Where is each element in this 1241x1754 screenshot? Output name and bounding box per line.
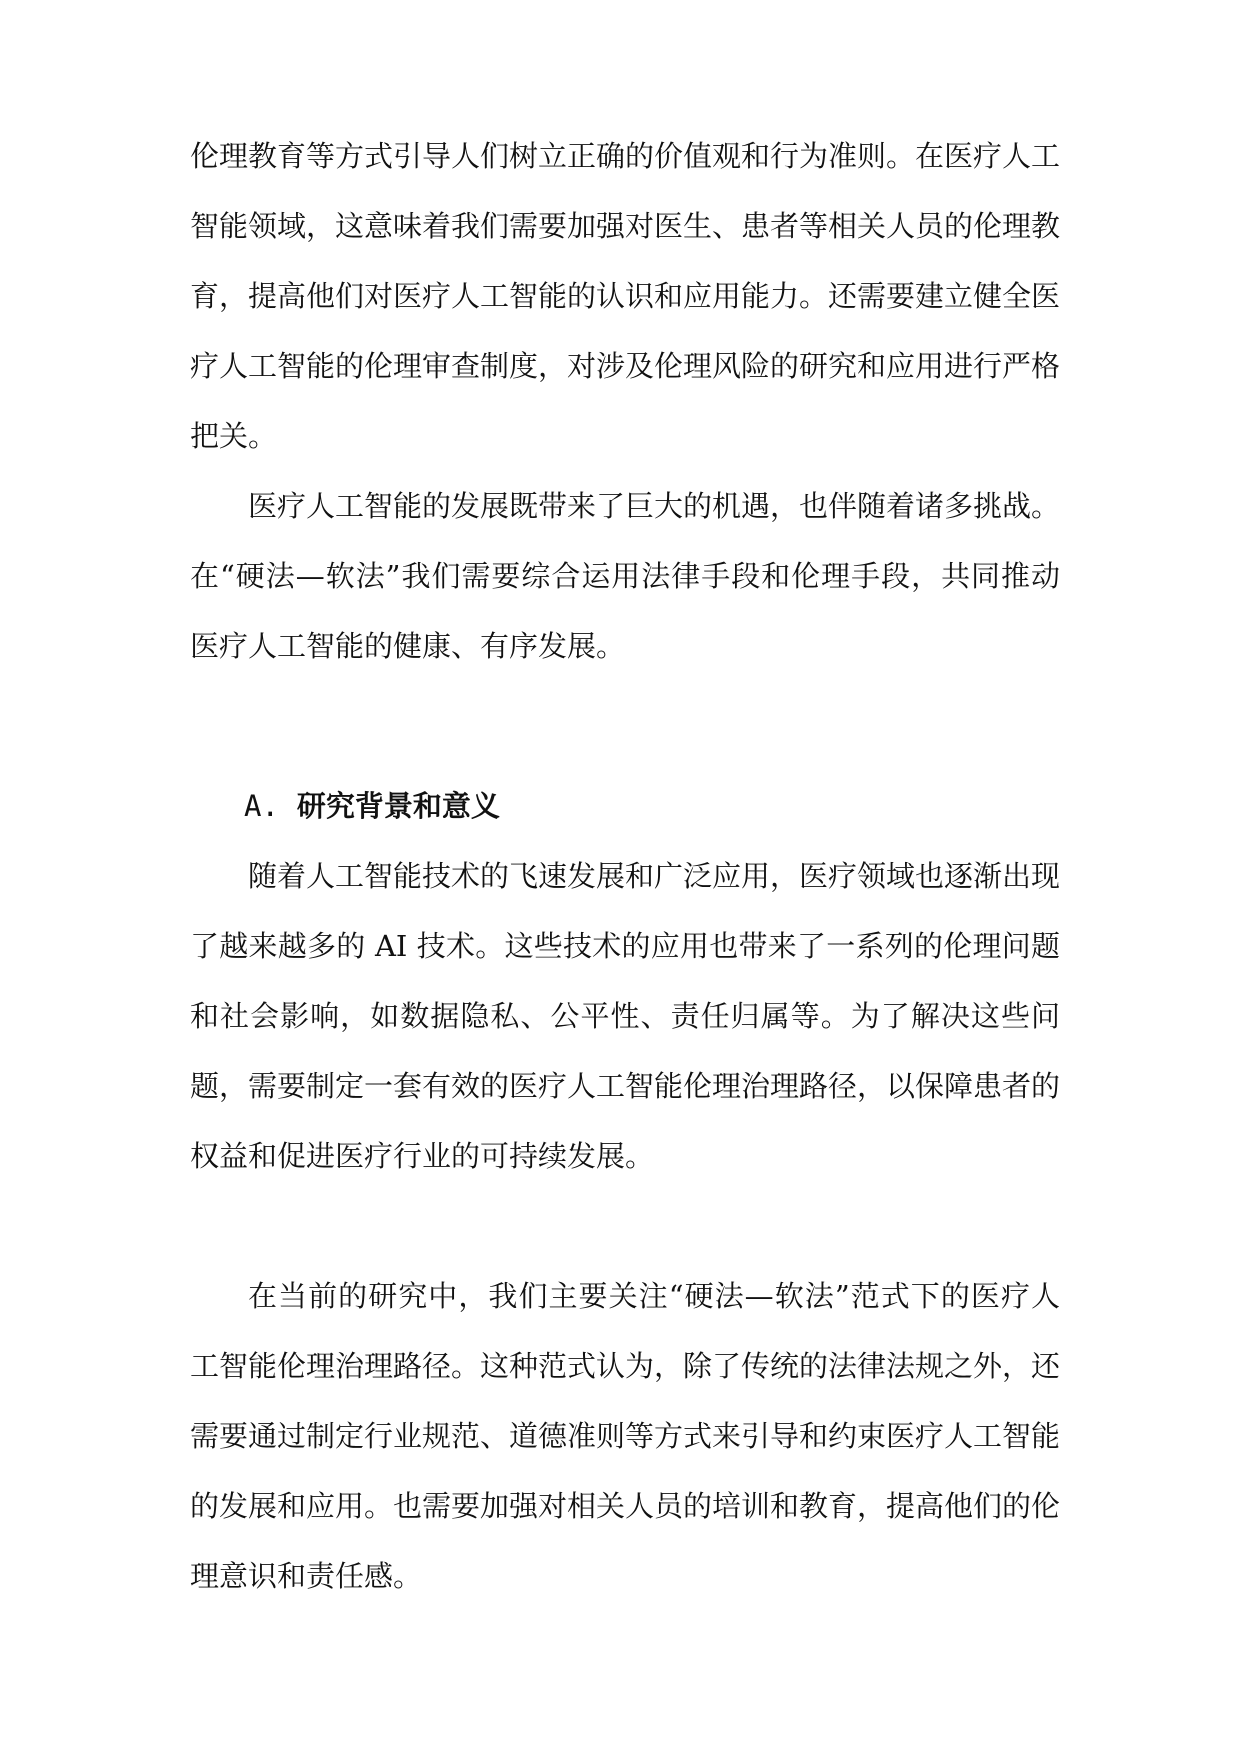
paragraph-research-focus: 在当前的研究中，我们主要关注“硬法—软法”范式下的医疗人工智能伦理治理路径。这种范式认为，除了传统的法律法规之外，还需要通过制定行业规范、道德准则等方式来引导和约束医疗人工智能的发展和应用。也需要加强对相关人员的培训和教育，提高他们的伦理意识和责任感。 — [190, 1279, 1061, 1593]
section-heading — [244, 771, 500, 841]
paragraph-background: 随着人工智能技术的飞速发展和广泛应用，医疗领域也逐渐出现了越来越多的 AI 技术。这些技术的应用也带来了一系列的伦理问题和社会影响，如数据隐私、公平性、责任归属等。为了解决这些问题，需要制定一套有效的医疗人工智能伦理治理路径，以保障患者的权益和促进医疗行业的可持续发展。 — [190, 859, 1061, 1173]
section-label: A. — [244, 789, 279, 823]
section-title: 研究背景和意义 — [296, 789, 500, 823]
paragraph-continuation: 伦理教育等方式引导人们树立正确的价值观和行为准则。在医疗人工智能领域，这意味着我们需要加强对医生、患者等相关人员的伦理教育，提高他们对医疗人工智能的认识和应用能力。还需要建立健全医疗人工智能的伦理审查制度，对涉及伦理风险的研究和应用进行严格把关。 — [190, 139, 1061, 453]
paragraph-conclusion: 医疗人工智能的发展既带来了巨大的机遇，也伴随着诸多挑战。在“硬法—软法”我们需要综合运用法律手段和伦理手段，共同推动医疗人工智能的健康、有序发展。 — [190, 489, 1061, 663]
